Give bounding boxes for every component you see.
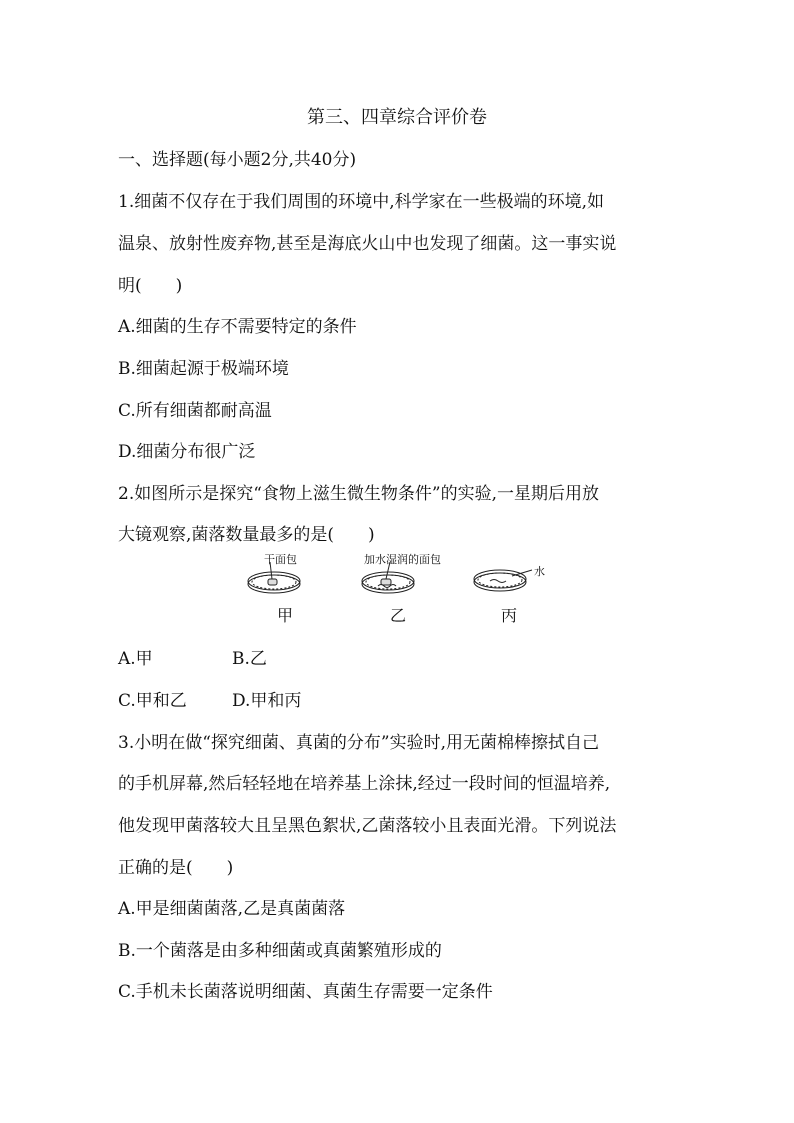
q3-text-line-4: 正确的是( )	[118, 858, 234, 878]
callout-dry-bread: 干面包	[264, 553, 297, 566]
dish-label-jia: 甲	[277, 606, 294, 625]
dish-bing	[474, 570, 532, 591]
q3-option-b: B.一个菌落是由多种细菌或真菌繁殖形成的	[118, 941, 442, 961]
q1-option-c: C.所有细菌都耐高温	[118, 401, 272, 421]
callout-moist-bread: 加水湿润的面包	[364, 553, 441, 566]
q2-option-c: C.甲和乙	[118, 691, 187, 711]
q2-option-a: A.甲	[118, 649, 153, 669]
q1-option-d: D.细菌分布很广泛	[118, 442, 256, 462]
q3-text-line-1: 3.小明在做“探究细菌、真菌的分布”实验时,用无菌棉棒擦拭自己	[118, 733, 600, 753]
q3-text-line-3: 他发现甲菌落较大且呈黑色絮状,乙菌落较小且表面光滑。下列说法	[118, 816, 617, 836]
section-heading: 一、选择题(每小题2分,共40分)	[118, 150, 357, 170]
q2-text-line-2: 大镜观察,菌落数量最多的是( )	[118, 525, 375, 545]
q1-text-line-3: 明( )	[118, 276, 183, 296]
q2-text-line-1: 2.如图所示是探究“食物上滋生微生物条件”的实验,一星期后用放	[118, 484, 600, 504]
dish-label-bing: 丙	[501, 606, 518, 625]
dish-label-yi: 乙	[390, 606, 407, 625]
q3-option-c: C.手机未长菌落说明细菌、真菌生存需要一定条件	[118, 982, 493, 1002]
q3-text-line-2: 的手机屏幕,然后轻轻地在培养基上涂抹,经过一段时间的恒温培养,	[118, 774, 611, 794]
q3-option-a: A.甲是细菌菌落,乙是真菌菌落	[118, 899, 346, 919]
dish-yi	[362, 562, 414, 593]
page-title: 第三、四章综合评价卷	[307, 107, 487, 128]
dish-jia	[248, 562, 300, 593]
petri-dish-figure	[238, 548, 558, 632]
q1-option-b: B.细菌起源于极端环境	[118, 359, 289, 379]
q2-option-b: B.乙	[232, 649, 267, 669]
q2-option-d: D.甲和丙	[232, 691, 302, 711]
q1-text-line-2: 温泉、放射性废弃物,甚至是海底火山中也发现了细菌。这一事实说	[118, 234, 617, 254]
q1-option-a: A.细菌的生存不需要特定的条件	[118, 317, 357, 337]
q1-text-line-1: 1.细菌不仅存在于我们周围的环境中,科学家在一些极端的环境,如	[118, 192, 605, 212]
callout-water: 水	[534, 565, 545, 578]
